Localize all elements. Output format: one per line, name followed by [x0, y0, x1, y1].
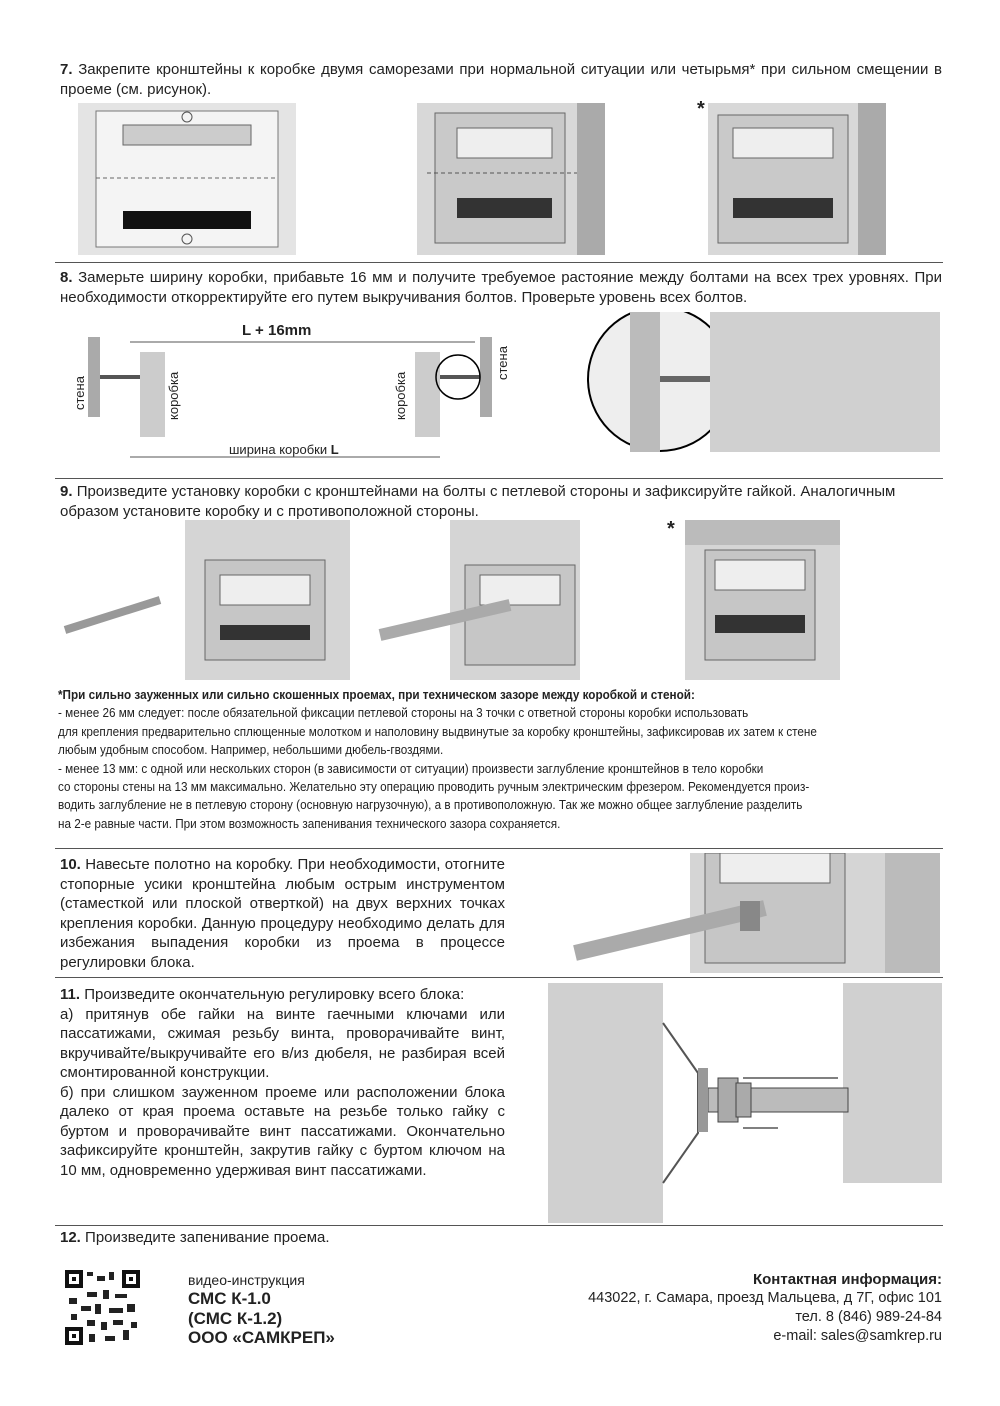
- contact-block: [588, 1270, 942, 1346]
- step-number: 8.: [60, 269, 73, 286]
- box-width-label: [229, 442, 339, 457]
- divider: [55, 977, 943, 978]
- step-number: 7.: [60, 61, 73, 78]
- box-on-bolt-drawing: [370, 520, 580, 680]
- phone: тел. 8 (846) 989-24-84: [795, 1309, 942, 1325]
- step-10: [60, 855, 505, 972]
- asterisk-mark: *: [667, 518, 675, 540]
- step-text: Произведите запенивание проема.: [85, 1229, 330, 1246]
- divider: [55, 478, 943, 479]
- wall-label: стена: [72, 376, 87, 410]
- step-text: Навесьте полотно на коробку. При необходимости, отогните стопорные усики кронштейна любым острым инструментом (стаместкой или плоской отверткой) на двух верхних точках крепления коробки. Данную процедуру необходимо делать для избежания выпадения коробки из проема в процессе регулировки блока.: [60, 856, 505, 971]
- box-label: коробка: [166, 371, 181, 420]
- footnote-line: для крепления предварительно сплющенные молотком и наполовину выдвинутые за коробку кронштейны, зафиксировав их затем к стене: [58, 724, 817, 739]
- footnote-line: водить заглубление не в петлевую сторону (основную нагрузочную), а в противоположную. Так же можно общее заглубление разделить: [58, 798, 803, 813]
- footnote: [58, 686, 951, 833]
- step-number: 10.: [60, 856, 81, 873]
- bolt-install-drawing: [60, 520, 350, 680]
- qr-code-icon[interactable]: [65, 1270, 140, 1345]
- product-block: [188, 1289, 335, 1348]
- step-text-a: а) притянув обе гайки на винте гаечными ключами или пассатижами, сжимая резьбу винта, проворачивайте винт, вкручивайте/выкручивайте его в/из дюбеля, не разбирая всей смонтированной конструкции.: [60, 1005, 505, 1081]
- step-text: Произведите установку коробки с кронштейнами на болты с петлевой стороны и зафиксируйте гайкой. Аналогичным образом установите коробку и с противоположной стороны.: [60, 483, 896, 520]
- divider: [55, 1225, 943, 1226]
- bracket-tabs-drawing: [565, 853, 940, 973]
- address: 443022, г. Самара, проезд Мальцева, д 7Г, офис 101: [588, 1290, 942, 1306]
- video-instruction-label: видео-инструкция: [188, 1272, 305, 1288]
- footnote-heading: *При сильно зауженных или сильно скошенных проемах, при техническом зазоре между коробкой и стеной:: [58, 688, 695, 702]
- label-L: L: [330, 442, 339, 457]
- asterisk-mark: *: [697, 98, 705, 120]
- step-number: 11.: [60, 986, 81, 1003]
- step-text: Закрепите кронштейны к коробке двумя саморезами при нормальной ситуации или четырьмя* при сильном смещении в проеме (см. рисунок).: [60, 61, 943, 98]
- company-name: ООО «САМКРЕП»: [188, 1328, 335, 1347]
- footnote-line: - менее 26 мм следует: после обязательной фиксации петлевой стороны на 3 точки с ответной стороны коробки использовать: [58, 706, 749, 721]
- step-text-b: б) при слишком зауженном проеме или расположении блока далеко от края проема оставьте на резьбе только гайку с буртом и проворачивайте винт пассатижами. Окончательно зафиксируйте кронштейн, закрутив гайку с буртом ключом на 10 мм, одновременно удерживая винт пассатижами.: [60, 1083, 505, 1179]
- measurement-diagram: [60, 312, 950, 477]
- step-8: [60, 268, 942, 307]
- bracket-on-box-drawing: [417, 103, 605, 255]
- product-model-alt: (СМС К-1.2): [188, 1308, 283, 1328]
- footnote-line: - менее 13 мм: с одной или нескольких сторон (в зависимости от ситуации) произвести заглубление кронштейнов в тело коробки: [58, 761, 764, 776]
- divider: [55, 262, 943, 263]
- dimension-label: L + 16mm: [242, 322, 312, 339]
- box-fixed-drawing: [685, 520, 840, 680]
- footnote-line: любым удобным способом. Например, небольшими дюбель-гвоздями.: [58, 743, 444, 758]
- bracket-four-screws-drawing: [708, 103, 886, 255]
- footnote-line: на 2-е равные части. При этом возможность запенивания технического зазора сохраняется.: [58, 816, 561, 831]
- step-number: 12.: [60, 1229, 81, 1246]
- label-text: ширина коробки: [229, 442, 328, 457]
- adjustment-drawing: [548, 983, 942, 1223]
- bracket-drawing: [78, 103, 296, 255]
- step-number: 9.: [60, 483, 73, 500]
- step-12: [60, 1228, 330, 1248]
- box-label: коробка: [393, 371, 408, 420]
- step-text: Произведите окончательную регулировку всего блока:: [84, 986, 465, 1003]
- email-link[interactable]: e-mail: sales@samkrep.ru: [773, 1328, 942, 1344]
- step-11: [60, 985, 505, 1180]
- step-text: Замерьте ширину коробки, прибавьте 16 мм и получите требуемое растояние между болтами на всех трех уровнях. При необходимости откорректируйте его путем выкручивания болтов. Проверьте уровень всех болтов.: [60, 269, 943, 306]
- step-9: [60, 482, 942, 521]
- step-7: [60, 60, 942, 99]
- footnote-line: со стороны стены на 13 мм максимально. Желательно эту операцию проводить ручным электрическим фрезером. Рекомендуется произ-: [58, 780, 810, 795]
- wall-label: стена: [495, 346, 510, 380]
- product-model: СМС К-1.0: [188, 1289, 271, 1308]
- divider: [55, 848, 943, 849]
- contact-title: Контактная информация:: [752, 1271, 942, 1288]
